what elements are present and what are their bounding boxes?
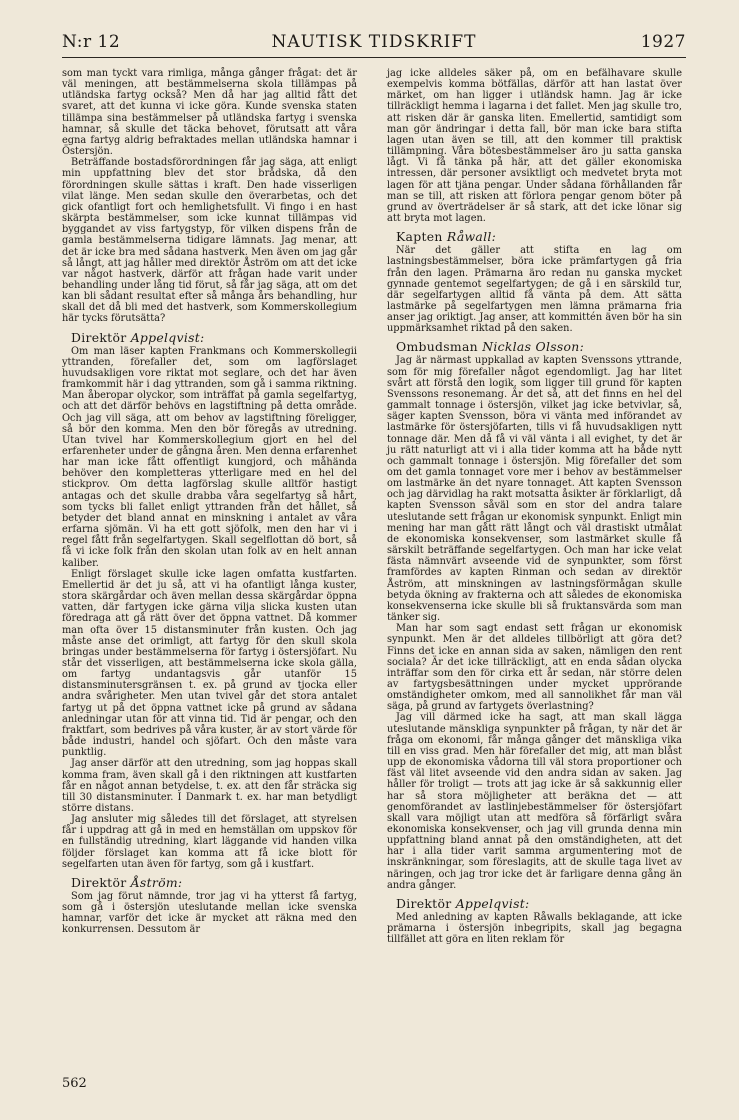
speaker-heading xyxy=(396,340,682,354)
paragraph: Enligt förslaget skulle icke lagen omfatta kustfarten. Emellertid är det ju så, att vi ha ofantligt långa kuster, stora skärgårdar och även mellan dessa skärgårdar öppna vatten, där fartygen icke gärna vilja slicka kusten utan föredraga att gå rätt över det öppna vattnet. Då kommer man ofta över 15 distansminuter från kusten. Och jag måste anse det orimligt, att fartyg för den skull skola bringas under bestämmelserna för fartyg i östersjöfart. Nu står det visserligen, att bestämmelserna icke skola gälla, om fartyg undantagsvis går utanför 15 distansminutersgränsen t. ex. på grund av tjocka eller andra svårigheter. Men utan tvivel går det stora antalet fartyg ut på det öppna vattnet icke på grund av sådana anledningar utan för att vinna tid. Tid är pengar, och den fraktfart, som bedrives på våra kuster, är av stort värde för både industri, handel och sjöfart. Och den måste vara punktlig. xyxy=(62,568,357,759)
paragraph: Om man läser kapten Frankmans och Kommerskollegii yttranden, förefaller det, som om lagförslaget huvudsakligen vore riktat mot seglare, och det har även framkommit här i dag yttranden, som gå i samma riktning. Man åberopar olyckor, som inträffat på gamla segelfartyg, och att det därför behövs en lagstiftning på detta område. Och jag vill säga, att om behov av lagstiftning föreligger, så bör den komma. Men den bör föregås av utredning. Utan tvivel har Kommerskollegium gjort en hel del erfarenheter under de gångna åren. Men denna erfarenhet har man icke fått offentligt kungjord, och måhända behöver den kompletteras ytterligare med en hel del stickprov. Om detta lagförslag skulle alltför hastigt antagas och det skulle drabba våra segelfartyg så hårt, som tycks bli fallet enligt yttranden från det hållet, så betyder det bland annat en minskning i antalet av våra erfarna sjömän. Vi ha ett gott sjöfolk, men den har vi i regel fått från segelfartygen. Skall segelflottan dö bort, så få vi icke folk från den skolan utan folk av en helt annan kaliber. xyxy=(62,345,357,569)
speaker-name: Appelqvist: xyxy=(455,895,530,911)
speaker-heading xyxy=(71,331,357,345)
speaker-title: Kapten xyxy=(396,229,443,245)
speaker-heading xyxy=(396,897,682,911)
speaker-name: Nicklas Olsson: xyxy=(482,339,585,355)
year: 1927 xyxy=(640,32,686,52)
paragraph: Jag är närmast uppkallad av kapten Svenssons yttrande, som för mig förefaller något egendomligt. Jag har litet svårt att förstå den logik, som ligger till grund för kapten Svenssons resonemang. Är det så, att det finns en hel del gammalt tonnage i östersjön, vilket jag icke betvivlar, så, säger kapten Svensson, böra vi vänta med införandet av lastmärke för östersjöfarten, tills vi få huvudsakligen nytt tonnage där. Men då få vi väl vänta i all evighet, ty det är ju rätt naturligt att vi i alla tider komma att ha både nytt och gammalt tonnage i östersjön. Mig förefaller det som om det gamla tonnaget vore mer i behov av bestämmelser om lastmärke än det nyare tonnaget. Att kapten Svensson och jag därvidlag ha rakt motsatta åsikter är förklarligt, då kapten Svensson såväl som en stor del andra talare uteslutande sett frågan ur ekonomisk synpunkt. Enligt min mening har man gått rätt långt och väl drastiskt utmålat de ekonomiska konsekvenser, som lastmärket skulle få särskilt beträffande segelfartygen. Och man har icke velat fästa nämnvärt avseende vid de synpunkter, som först framfördes av kapten Rinman och sedan av direktör Åström, att minskningen av lastningsförmågan skulle betyda ökning av frakterna och att således de ekonomiska konsekvenserna icke skulle bli så fruktansvärda som man tänker sig. xyxy=(387,355,682,624)
paragraph: Man har som sagt endast sett frågan ur ekonomisk synpunkt. Men är det alldeles tillbörligt att göra det? Finns det icke en annan sida av saken, nämligen den rent sociala? Är det icke tillräckligt, att en enda sådan olycka inträffar som den för cirka ett år sedan, när större delen av fartygsbesättningen under mycket upprörande omständigheter omkom, med all sannolikhet får man väl säga, på grund av fartygets överlastning? xyxy=(387,623,682,713)
speaker-title: Ombudsman xyxy=(396,339,478,355)
speaker-heading xyxy=(71,876,357,890)
speaker-name: Appelqvist: xyxy=(130,329,205,345)
paragraph: som man tyckt vara rimliga, många gånger frågat: det är väl meningen, att bestämmelserna skola tillämpas på utländska fartyg också? Men då har jag alltid fått det svaret, att det kunna vi icke göra. Kunde svenska staten tillämpa sina bestämmelser på utländska fartyg i svenska hamnar, så skulle det täcka behovet, förutsatt att våra egna fartyg aldrig befraktades mellan utländska hamnar i Östersjön. xyxy=(62,68,357,158)
speaker-name: Åström: xyxy=(130,874,183,890)
journal-title: NAUTISK TIDSKRIFT xyxy=(271,32,477,52)
paragraph: Beträffande bostadsförordningen får jag säga, att enligt min uppfattning blev det stor brådska, då den förordningen skulle sättas i kraft. Den hade visserligen vilat länge. Men sedan skulle den överarbetas, och det gick ofantligt fort och hemlighetsfullt. Vi fingo i en hast skärpta bestämmelser, som icke kunnat tillämpas vid byggandet av viss fartygstyp, för vilken dispens från de gamla bestämmelserna tidigare lämnats. Jag menar, att det är icke bra med sådana hastverk. Men även om jag går så långt, att jag håller med direktör Åström om att det icke var något hastverk, därför att frågan hade varit under behandling under lång tid förut, så får jag säga, att om det kan bli sådant resultat efter så många års behandling, hur skall det då bli med det hastverk, som Kommerskollegium här tycks förutsätta? xyxy=(62,157,357,325)
speaker-title: Direktör xyxy=(71,874,127,890)
left-column xyxy=(62,68,357,936)
paragraph: Jag anser därför att den utredning, som jag hoppas skall komma fram, även skall gå i den riktningen att kustfarten får en något annan betydelse, t. ex. att den får sträcka sig till 30 distansminuter. I Danmark t. ex. har man betydligt större distans. xyxy=(62,758,357,814)
paragraph: Jag ansluter mig således till det förslaget, att styrelsen får i uppdrag att gå in med en hemställan om uppskov för en fullständig utredning, klart läggande vid handen vilka följder förslaget kan komma att få icke blott för segelfarten utan även för fartyg, som gå i kustfart. xyxy=(62,814,357,870)
right-column xyxy=(387,68,682,945)
speaker-heading xyxy=(396,230,682,244)
paragraph: Som jag förut nämnde, tror jag vi ha ytterst få fartyg, som gå i östersjön uteslutande mellan icke svenska hamnar, varför det icke är mycket att räkna med den konkurrensen. Dessutom är xyxy=(62,890,357,936)
paragraph: Jag vill därmed icke ha sagt, att man skall lägga uteslutande mänskliga synpunkter på frågan, ty när det är fråga om ekonomi, får många gånger det mänskliga vika till en viss grad. Men här förefaller det mig, att man blåst upp de ekonomiska vådorna till väl stora proportioner och fäst väl litet avseende vid den andra sidan av saken. Jag håller för troligt — trots att jag icke är så sakkunnig eller har så stora möjligheter att beräkna det — att genomförandet av lastlinjebestämmelser för östersjöfart skall vara möjligt utan att medföra så förfärligt svåra ekonomiska konsekvenser, och jag vill grunda denna min uppfattning bland annat på den omständigheten, att det har i alla tider varit samma argumentering mot de inskränkningar, som föreslagits, att de skulle taga livet av näringen, och jag tror icke det är farligare denna gång än andra gånger. xyxy=(387,712,682,891)
page-number: 562 xyxy=(62,1076,87,1091)
speaker-title: Direktör xyxy=(396,895,452,911)
running-header xyxy=(62,32,686,54)
speaker-name: Råwall: xyxy=(446,229,497,245)
paragraph: När det gäller att stifta en lag om lastningsbestämmelser, böra icke prämfartygen gå fria från den lagen. Prämarna äro redan nu ganska mycket gynnade gentemot segelfartygen; de gå i en särskild tur, där segelfartygen alltid få vänta på dem. Att sätta lastmärke på segelfartygen men lämna prämarna fria anser jag oriktigt. Jag anser, att kommittén även bör ha sin uppmärksamhet riktad på den saken. xyxy=(387,245,682,335)
paragraph: jag icke alldeles säker på, om en befälhavare skulle exempelvis komma bötfällas, därför att han lastat över märket, om han ligger i utländsk hamn. Jag är icke tillräckligt hemma i lagarna i det fallet. Men jag skulle tro, att risken där är ganska liten. Emellertid, samtidigt som man gör ändringar i detta fall, bör man icke bara stifta lagen utan även se till, att den kommer till praktisk tillämpning. Våra bötesbestämmelser äro ju satta ganska lågt. Vi få tänka på här, att det gäller ekonomiska intressen, där personer avsiktligt och medvetet bryta mot lagen för att tjäna pengar. Under sådana förhållanden får man se till, att risken att förlora pengar genom böter på grund av överträdelser är så stark, att det icke lönar sig att bryta mot lagen. xyxy=(387,68,682,225)
issue-number: N:r 12 xyxy=(62,32,121,52)
paragraph: Med anledning av kapten Råwalls beklagande, att icke prämarna i östersjön inbegripits, skall jag begagna tillfället att göra en liten reklam för xyxy=(387,911,682,946)
header-rule xyxy=(62,57,686,58)
speaker-title: Direktör xyxy=(71,329,127,345)
